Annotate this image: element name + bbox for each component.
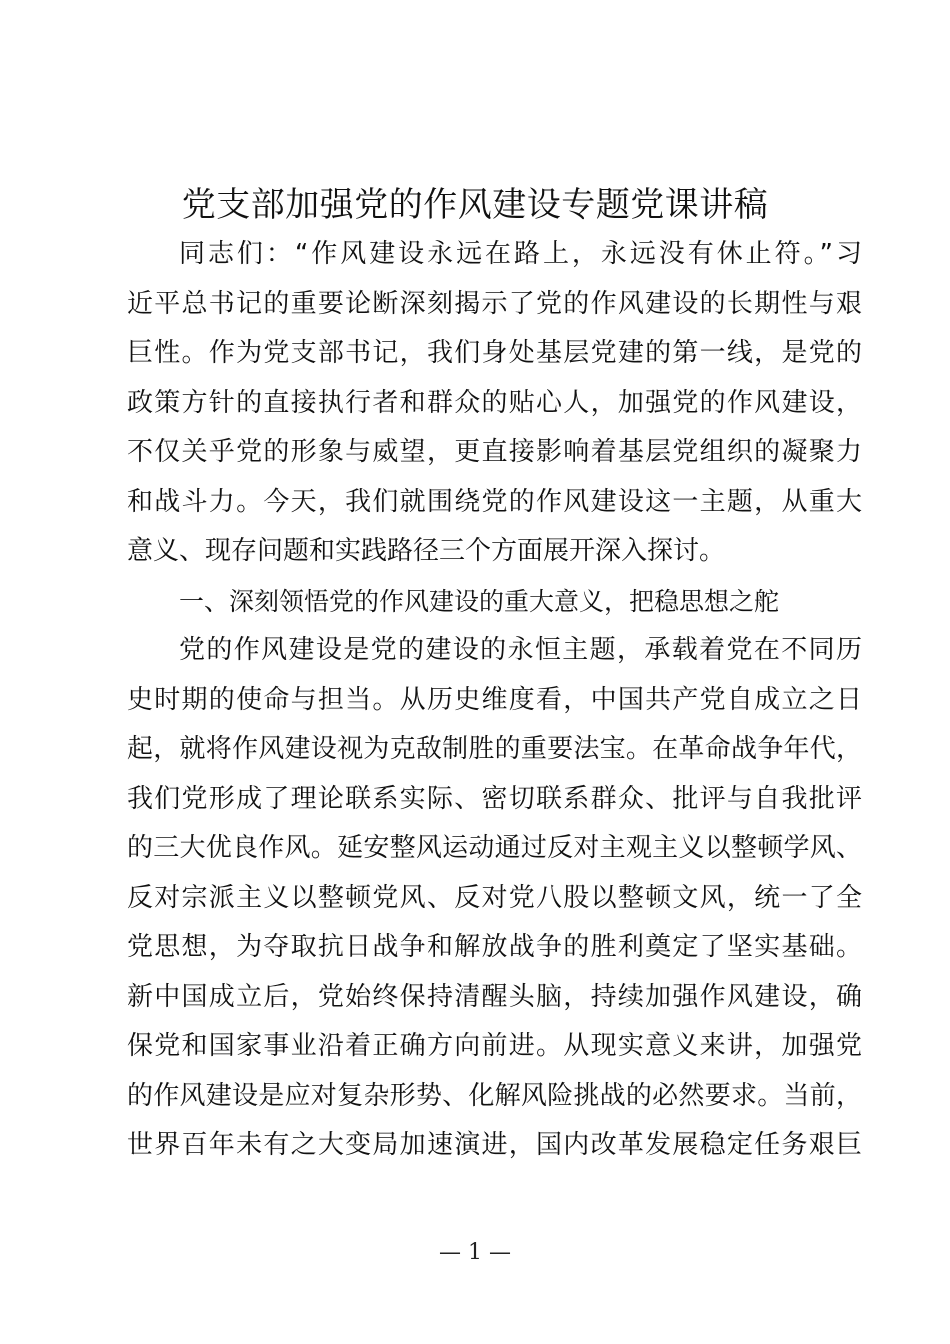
body-line: 反对宗派主义以整顿党风、反对党八股以整顿文风，统一了全 — [127, 882, 862, 913]
body-line: 巨性。作为党支部书记，我们身处基层党建的第一线，是党的 — [127, 338, 862, 368]
page-number: — 1 — — [439, 1240, 511, 1265]
body-line: 政策方针的直接执行者和群众的贴心人，加强党的作风建设， — [127, 387, 862, 418]
body-line: 史时期的使命与担当。从历史维度看，中国共产党自成立之日 — [127, 684, 862, 715]
body-line: 世界百年未有之大变局加速演进，国内改革发展稳定任务艰巨 — [127, 1130, 862, 1160]
body-line: 的三大优良作风。延安整风运动通过反对主观主义以整顿学风、 — [127, 833, 862, 863]
document-body — [127, 230, 862, 1171]
body-line: 不仅关乎党的形象与威望，更直接影响着基层党组织的凝聚力 — [127, 437, 862, 467]
document-title: 党支部加强党的作风建设专题党课讲稿 — [181, 185, 769, 225]
body-line: 新中国成立后，党始终保持清醒头脑，持续加强作风建设，确 — [127, 981, 862, 1012]
body-line: 意义、现存问题和实践路径三个方面展开深入探讨。 — [127, 536, 726, 566]
body-line: 起，就将作风建设视为克敌制胜的重要法宝。在革命战争年代， — [127, 734, 862, 764]
body-line: 的作风建设是应对复杂形势、化解风险挑战的必然要求。当前， — [127, 1080, 862, 1111]
body-line: 党思想，为夺取抗日战争和解放战争的胜利奠定了坚实基础。 — [127, 932, 862, 962]
body-line: 保党和国家事业沿着正确方向前进。从现实意义来讲，加强党 — [127, 1031, 862, 1061]
section-heading: 一、深刻领悟党的作风建设的重大意义，把稳思想之舵 — [179, 586, 780, 616]
body-line: 我们党形成了理论联系实际、密切联系群众、批评与自我批评 — [127, 783, 862, 814]
body-line: 近平总书记的重要论断深刻揭示了党的作风建设的长期性与艰 — [127, 288, 862, 319]
body-line: 同志们：“作风建设永远在路上，永远没有休止符。”习 — [179, 239, 862, 269]
body-line: 党的作风建设是党的建设的永恒主题，承载着党在不同历 — [179, 635, 862, 665]
body-line: 和战斗力。今天，我们就围绕党的作风建设这一主题，从重大 — [127, 486, 862, 517]
